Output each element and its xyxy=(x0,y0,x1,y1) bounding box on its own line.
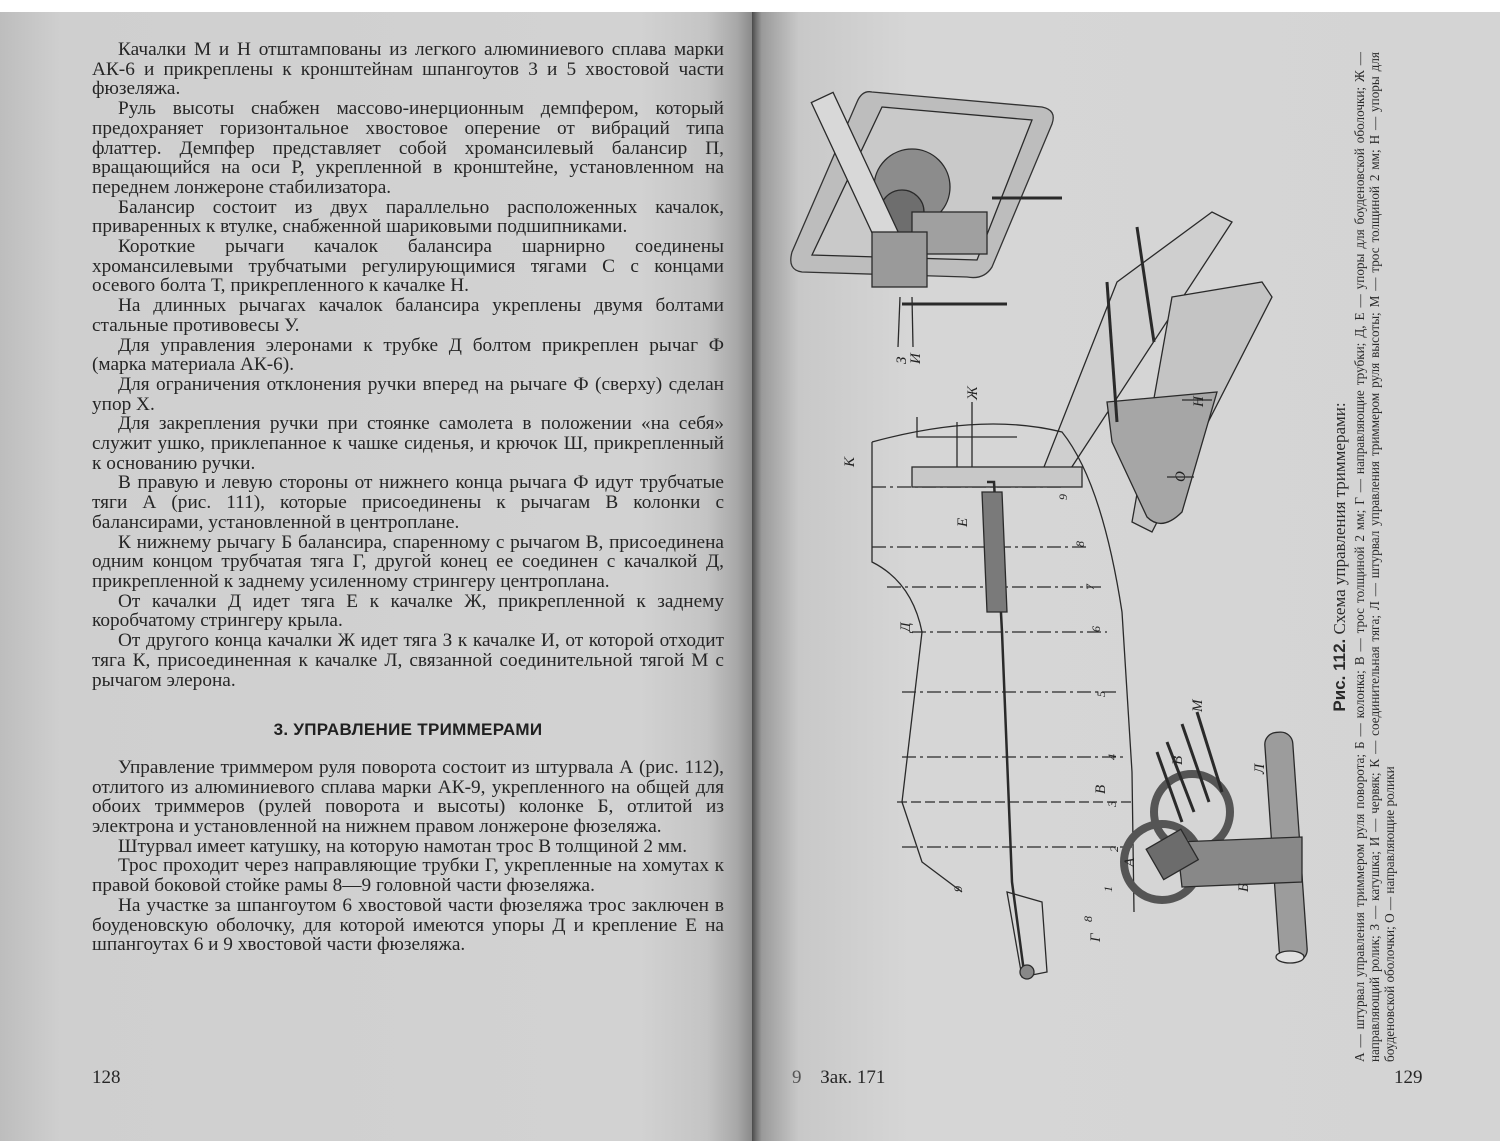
figure-caption xyxy=(1330,52,1397,1062)
label-z: З xyxy=(894,356,910,364)
frame-number: 4 xyxy=(1105,754,1119,760)
frame-number: 9 xyxy=(951,886,965,892)
paragraph: К нижнему рычагу Б балансира, спаренному с рычагом В, присоединена одним концом трубчатая тяга Г, другой конец ее соединен с качалкой Д, прикрепленной к заднему усиленному стрингеру центроплана. xyxy=(92,531,724,592)
signature-mark: 9 xyxy=(792,1067,802,1088)
paragraph: Для управления элеронами к трубке Д болтом прикреплен рычаг Ф (марка материала АК-6). xyxy=(92,334,724,376)
label-v: В xyxy=(1093,784,1109,794)
label-n: Н xyxy=(1191,396,1207,407)
caption-figure-number: Рис. 112. xyxy=(1330,638,1349,712)
book-spread xyxy=(0,12,1500,1141)
paragraph: На длинных рычагах качалок балансира укреплены двумя болтами стальные противовесы У. xyxy=(92,295,724,336)
book-gutter xyxy=(752,12,762,1141)
paragraph: Балансир состоит из двух параллельно расположенных качалок, приваренных к втулке, снабженной шариковыми подшипниками. xyxy=(92,196,724,238)
right-page xyxy=(762,12,1500,1141)
label-b: Б xyxy=(1236,883,1252,892)
caption-legend: А — штурвал управления триммером руля поворота; Б — колонка; В — трос толщиной 2 мм; Г — направляющие трубки; Д, Е — упоры для боуденовской оболочки; Ж — направляющий ролик; З — катушка; И — червяк; К — соединительная тяга; Л — штурвал управления триммером руля высоты; М — трос толщиной 2 мм; Н — упоры для боуденовской оболочки; О — направляющие ролики xyxy=(1352,52,1397,1062)
frame-number: 7 xyxy=(1083,584,1097,590)
paragraph: Короткие рычаги качалок балансира шарнирно соединены хромансилевыми трубчатыми регулирующимися тягами С с концами осевого болта Т, прикрепленного к качалке Н. xyxy=(92,236,724,297)
section-heading: 3. УПРАВЛЕНИЕ ТРИММЕРАМИ xyxy=(273,720,543,740)
paragraph: Руль высоты снабжен массово-инерционным демпфером, который предохраняет горизонтальное хвостовое оперение от вибраций типа флаттер. Демпфер представляет собой хромансилевый балансир П, вращающийся на оси Р, укрепленной в кронштейне, установленном на переднем лонжероне стабилизатора. xyxy=(92,98,724,198)
paragraph: Для ограничения отклонения ручки вперед на рычаге Ф (сверху) сделан упор Х. xyxy=(92,373,724,415)
frame-number: 8 xyxy=(1073,541,1087,547)
paragraph: Штурвал имеет катушку, на которую намотан трос В толщиной 2 мм. xyxy=(118,835,688,857)
page-number: 129 xyxy=(1394,1067,1423,1088)
left-page-text xyxy=(92,40,724,955)
left-page xyxy=(0,12,752,1141)
fuselage-schematic xyxy=(872,402,1134,979)
drum-assembly-illustration xyxy=(791,92,1062,347)
paragraph: От другого конца качалки Ж идет тяга З к качалке И, от которой отходит тяга К, присоединенная к качалке Л, связанной соединительной тягой М с рычагом элерона. xyxy=(92,630,724,691)
label-v2: В xyxy=(1170,755,1186,765)
frame-number: 1 xyxy=(1101,886,1115,892)
trim-wheels-illustration xyxy=(1124,712,1308,963)
label-a: А xyxy=(1122,857,1138,867)
label-k: К xyxy=(842,457,858,467)
label-m: М xyxy=(1190,699,1206,712)
frame-number: 9 xyxy=(1056,494,1070,500)
frame-number: 6 xyxy=(1089,626,1103,632)
paragraph: В правую и левую стороны от нижнего конца рычага Ф идут трубчатые тяги А (рис. 111), которые присоединены к рычагам В колонки с балансирами, установленной в центроплане. xyxy=(92,472,724,533)
paragraph: Управление триммером руля поворота состоит из штурвала А (рис. 112), отлитого из алюминиевого сплава марки АК-9, укрепленного на общей для обоих триммеров (рулей поворота и высоты) колонке Б, отлитой из электрона и установленной на нижнем правом лонжероне фюзеляжа. xyxy=(92,756,724,838)
label-e: Е xyxy=(955,517,971,527)
label-zh: Ж xyxy=(965,386,981,400)
frame-number: 2 xyxy=(1107,846,1121,852)
frame-number: 5 xyxy=(1094,691,1108,697)
paragraph: Трос проходит через направляющие трубки Г, укрепленные на хомутах к правой боковой стойке рамы 8—9 головной части фюзеляжа. xyxy=(92,855,724,897)
page-number: 128 xyxy=(92,1067,121,1088)
paragraph: На участке за шпангоутом 6 хвостовой части фюзеляжа трос заключен в боуденовскую оболочку, для которой имеются упоры Д и крепление Е на шпангоутах 6 и 9 хвостовой части фюзеляжа. xyxy=(92,894,724,956)
caption-title xyxy=(1330,52,1350,1062)
frame-number: 3 xyxy=(1105,801,1119,807)
caption-figure-title: Схема управления триммерами: xyxy=(1330,402,1349,635)
label-i: И xyxy=(908,353,924,364)
page-footer xyxy=(792,1067,885,1089)
paragraph: Качалки М и Н отштампованы из легкого алюминиевого сплава марки АК-6 и прикреплены к кронштейнам шпангоутов 3 и 5 хвостовой части фюзеляжа. xyxy=(92,39,724,100)
label-d: Д xyxy=(898,622,914,632)
paragraph: От качалки Д идет тяга Е к качалке Ж, прикрепленной к заднему коробчатому стрингеру крыла. xyxy=(92,590,724,632)
label-l: Л xyxy=(1252,763,1268,774)
order-mark: Зак. 171 xyxy=(820,1067,886,1088)
frame-number: 8 xyxy=(1081,916,1095,922)
figure-112 xyxy=(762,12,1362,1072)
label-g: Г xyxy=(1088,933,1104,942)
label-o: О xyxy=(1173,471,1189,482)
paragraph: Для закрепления ручки при стоянке самолета в положении «на себя» служит ушко, приклепанное к чашке сиденья, и крючок Ш, прикрепленный к основанию ручки. xyxy=(92,413,724,474)
